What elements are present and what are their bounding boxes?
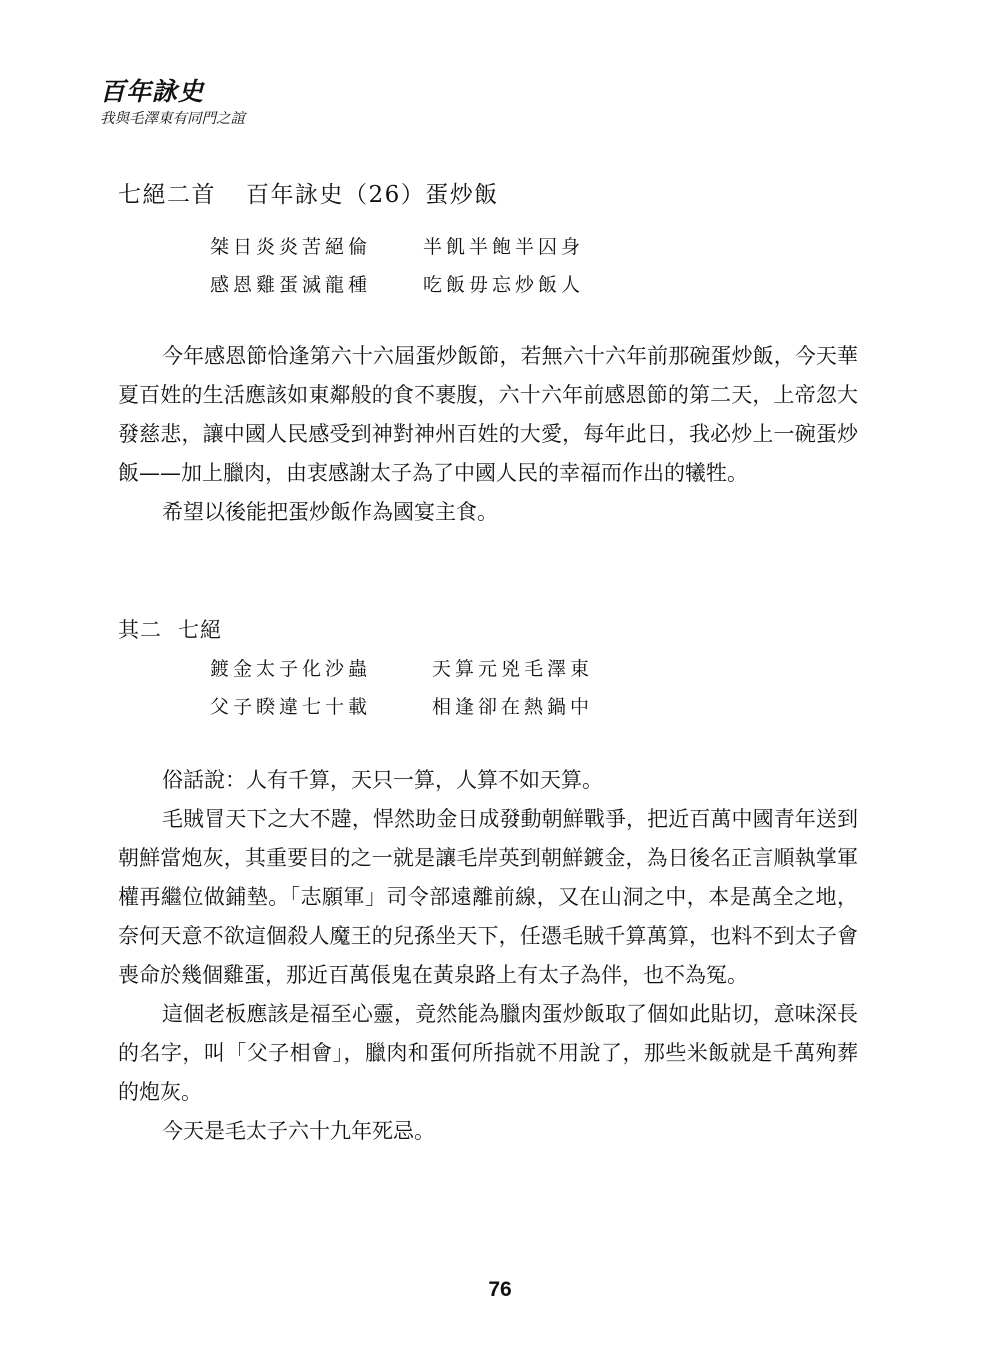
poem1-line2-second-half: 吃飯毋忘炒飯人 [423, 274, 585, 296]
poem2-line1-second-half: 天算元兇毛澤東 [432, 658, 594, 680]
poem1-line1-second-half: 半飢半飽半囚身 [423, 236, 585, 258]
paragraph: 今年感恩節恰逢第六十六屆蛋炒飯節，若無六十六年前那碗蛋炒飯，今天華夏百姓的生活應該如東鄰般的食不裹腹，六十六年前感恩節的第二天，上帝忽大發慈悲，讓中國人民感受到神對神州百姓的大愛，每年此日，我必炒上一碗蛋炒飯——加上臘肉，由衷感謝太子為了中國人民的幸福而作出的犧牲。 [118, 344, 858, 485]
poem-title: 百年詠史（26）蛋炒飯 [246, 182, 499, 208]
second-poem-label: 其二 七絕 [118, 619, 222, 642]
poem2-line2-first-half: 父子睽違七十載 [210, 696, 372, 718]
paragraph: 俗話說：人有千算，天只一算，人算不如天算。 [162, 768, 603, 792]
paragraph: 今天是毛太子六十九年死忌。 [162, 1119, 435, 1143]
poem1-line1-first-half: 桀日炎炎苦絕倫 [210, 236, 372, 258]
page-number: 76 [488, 1278, 512, 1301]
poem-form-label: 七絕二首 [118, 182, 216, 208]
paragraph: 希望以後能把蛋炒飯作為國宴主食。 [162, 500, 498, 524]
commentary-one [118, 337, 858, 532]
poem-heading [118, 176, 499, 209]
running-header-title: 百年詠史 [100, 77, 205, 106]
paragraph: 這個老板應該是福至心靈，竟然能為臘肉蛋炒飯取了個如此貼切，意味深長的名字，叫「父子相會」，臘肉和蛋何所指就不用說了，那些米飯就是千萬殉葬的炮灰。 [118, 1002, 858, 1104]
poem2-line2-second-half: 相逢卻在熱鍋中 [432, 696, 594, 718]
poem2-line1-first-half: 鍍金太子化沙蟲 [210, 658, 372, 680]
running-header-subtitle: 我與毛澤東有同門之誼 [100, 111, 245, 127]
poem1-line2-first-half: 感恩雞蛋滅龍種 [210, 274, 372, 296]
paragraph: 毛賊冒天下之大不韙，悍然助金日成發動朝鮮戰爭，把近百萬中國青年送到朝鮮當炮灰，其重要目的之一就是讓毛岸英到朝鮮鍍金，為日後名正言順執掌軍權再繼位做鋪墊。「志願軍」司令部遠離前線，又在山洞之中，本是萬全之地，奈何天意不欲這個殺人魔王的兒孫坐天下，任憑毛賊千算萬算，也料不到太子會喪命於幾個雞蛋，那近百萬倀鬼在黃泉路上有太子為伴，也不為冤。 [118, 807, 858, 987]
commentary-two [118, 761, 858, 1151]
